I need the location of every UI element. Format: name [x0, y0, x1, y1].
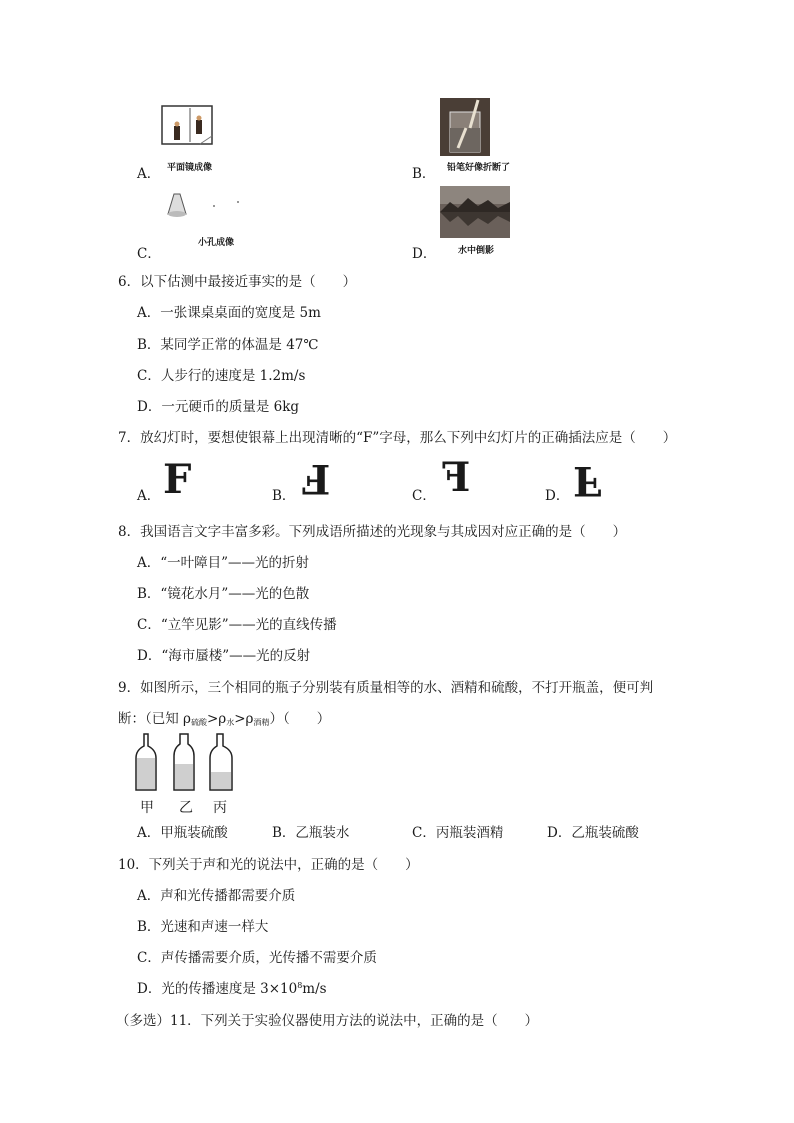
three-bottles-figure	[134, 732, 238, 794]
plane-mirror-image	[160, 104, 216, 148]
q10-d-exponent: 8	[297, 981, 303, 990]
slide-f-upright: F	[163, 456, 192, 503]
q5-a-caption: 平面镜成像	[167, 163, 213, 173]
q6-option-a: A．一张课桌桌面的宽度是 5m	[137, 305, 321, 321]
q9-option-a: A．甲瓶装硫酸	[137, 825, 228, 841]
bottle-bing	[210, 734, 232, 790]
q6-option-d: D．一元硬币的质量是 6kg	[137, 399, 300, 415]
q9-stem-line1: 9．如图所示，三个相同的瓶子分别装有质量相等的水、酒精和硫酸，不打开瓶盖，便可判	[118, 680, 654, 696]
water-reflection-photo	[440, 186, 510, 238]
q9-option-c: C．丙瓶装酒精	[412, 825, 504, 841]
q11-stem: （多选）11．下列关于实验仪器使用方法的说法中，正确的是（ ）	[116, 1013, 539, 1029]
q5-b-letter: B．	[412, 166, 436, 182]
q8-option-a: A．“一叶障目”——光的折射	[137, 555, 310, 571]
bottle-label-jia: 甲	[140, 800, 154, 816]
q10-option-b: B．光速和声速一样大	[137, 919, 269, 935]
q10-stem: 10．下列关于声和光的说法中，正确的是（ ）	[118, 857, 419, 873]
pinhole-image	[162, 192, 242, 218]
q6-option-c: C．人步行的速度是 1.2m/s	[137, 368, 306, 384]
q7-stem: 7．放幻灯时，要想使银幕上出现清晰的“F”字母，那么下列中幻灯片的正确插法应是（ ）	[118, 430, 677, 446]
slide-f-rotated: F	[302, 455, 331, 502]
q6-option-b: B．某同学正常的体温是 47℃	[137, 337, 319, 353]
q7-d-letter: D．	[545, 488, 570, 504]
q9-gt2: >ρ	[234, 711, 254, 727]
bottle-yi	[174, 734, 194, 790]
q8-option-d: D．“海市蜃楼”——光的反射	[137, 648, 311, 664]
q9-gt1: >ρ	[206, 711, 227, 727]
q9-stem-b: ）（ ）	[269, 711, 331, 727]
q5-b-caption: 铅笔好像折断了	[447, 163, 511, 173]
q8-option-c: C．“立竿见影”——光的直线传播	[137, 617, 337, 633]
q9-sub-sulfuric: 硫酸	[190, 718, 207, 727]
slide-f-mirrored: F	[442, 454, 471, 501]
q6-stem: 6．以下估测中最接近事实的是（ ）	[118, 274, 357, 290]
q7-c-letter: C．	[412, 488, 436, 504]
q9-sub-water: 水	[226, 718, 235, 727]
bent-pencil-photo	[440, 98, 490, 156]
q10-d-unit: m/s	[302, 981, 327, 997]
q10-d-text: D．光的传播速度是 3×10	[137, 981, 298, 997]
q10-option-c: C．声传播需要介质，光传播不需要介质	[137, 950, 377, 966]
q10-option-d	[137, 977, 327, 997]
q5-d-letter: D．	[412, 246, 437, 262]
q9-sub-alcohol: 酒精	[253, 718, 270, 727]
q5-d-caption: 水中倒影	[458, 246, 495, 256]
q7-b-letter: B．	[272, 488, 296, 504]
q5-a-letter: A．	[137, 166, 161, 182]
q10-option-a: A．声和光传播都需要介质	[137, 888, 296, 904]
q9-stem-line2	[118, 707, 330, 728]
bottle-jia	[136, 734, 156, 790]
q7-a-letter: A．	[137, 488, 161, 504]
q5-c-caption: 小孔成像	[198, 238, 235, 248]
q9-option-b: B．乙瓶装水	[272, 825, 350, 841]
bottle-label-yi: 乙	[179, 800, 193, 816]
q5-c-letter: C．	[137, 246, 161, 262]
q8-option-b: B．“镜花水月”——光的色散	[137, 586, 310, 602]
q9-stem-a: 断：（已知 ρ	[118, 711, 191, 727]
q9-option-d: D．乙瓶装硫酸	[547, 825, 639, 841]
slide-f-flipped: F	[573, 457, 602, 504]
q8-stem: 8．我国语言文字丰富多彩。下列成语所描述的光现象与其成因对应正确的是（ ）	[118, 524, 627, 540]
bottle-label-bing: 丙	[213, 800, 227, 816]
